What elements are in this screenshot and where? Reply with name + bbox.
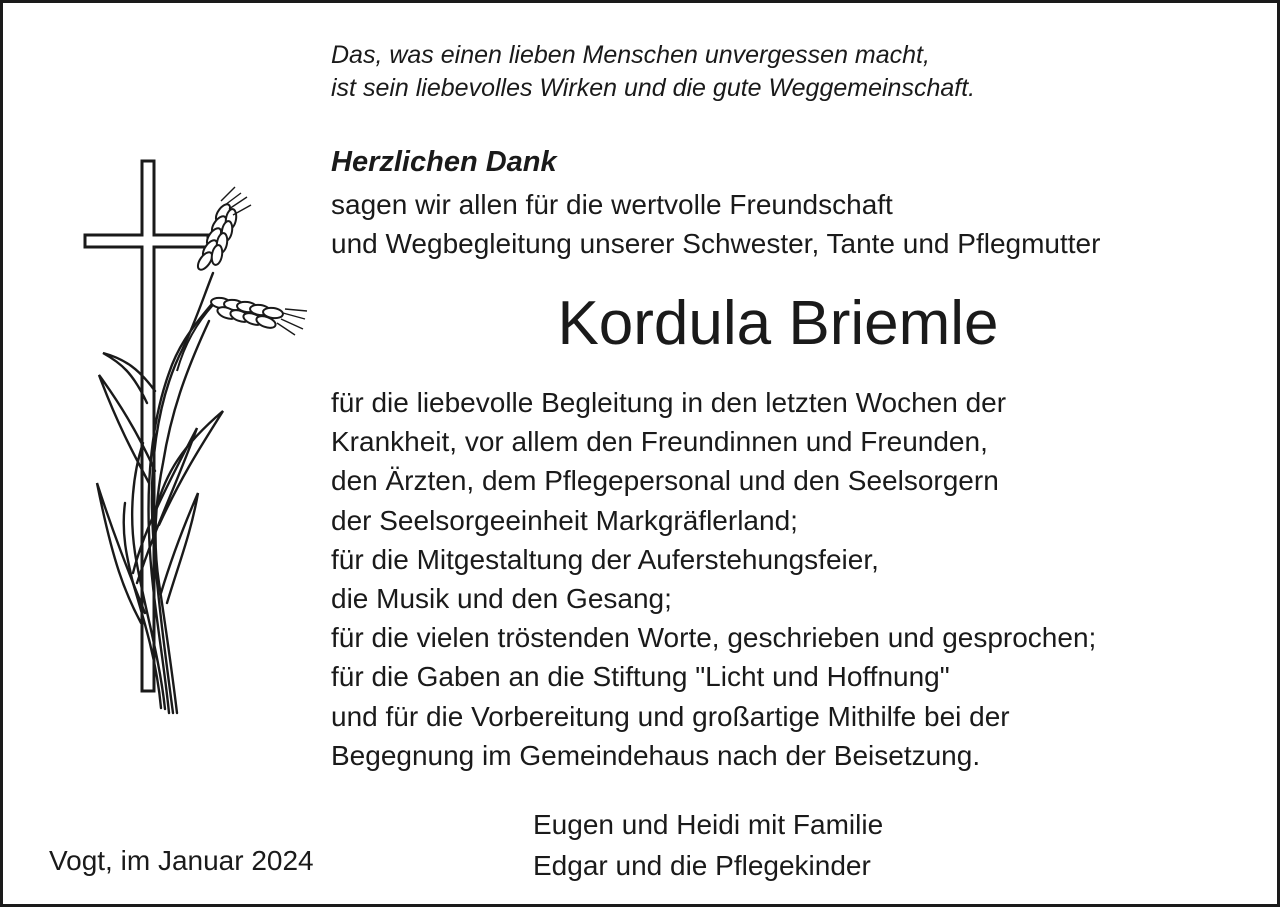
intro-text xyxy=(331,185,1100,263)
thanks-heading: Herzlichen Dank xyxy=(331,146,557,178)
intro-line: sagen wir allen für die wertvolle Freundschaft xyxy=(331,189,893,220)
body-line: für die Mitgestaltung der Auferstehungsfeier, xyxy=(331,543,879,575)
signature-block xyxy=(533,804,883,886)
motto-line: Das, was einen lieben Menschen unvergessen macht, xyxy=(331,41,930,69)
signature-line: Edgar und die Pflegekinder xyxy=(533,850,871,881)
place-date: Vogt, im Januar 2024 xyxy=(49,845,314,876)
body-line: und für die Vorbereitung und großartige Mithilfe bei der xyxy=(331,700,1010,732)
body-line: Begegnung im Gemeindehaus nach der Beisetzung. xyxy=(331,739,981,771)
body-line: der Seelsorgeeinheit Markgräflerland; xyxy=(331,504,798,536)
body-line: Krankheit, vor allem den Freundinnen und Freunden, xyxy=(331,426,988,458)
signature-line: Eugen und Heidi mit Familie xyxy=(533,809,884,840)
body-line: für die liebevolle Begleitung in den letzten Wochen der xyxy=(331,387,1007,418)
cross-with-wheat-icon xyxy=(73,153,323,723)
body-line: für die Gaben an die Stiftung "Licht und Hoffnung" xyxy=(331,661,950,693)
motto-quote xyxy=(331,39,975,105)
body-line: für die vielen tröstenden Worte, geschrieben und gesprochen; xyxy=(331,622,1097,654)
thanks-body xyxy=(331,383,1096,775)
intro-line: und Wegbegleitung unserer Schwester, Tante und Pflegmutter xyxy=(331,228,1101,259)
body-line: den Ärzten, dem Pflegepersonal und den Seelsorgern xyxy=(331,465,999,497)
body-line: die Musik und den Gesang; xyxy=(331,583,672,615)
deceased-name-text: Kordula Briemle xyxy=(557,289,999,358)
motto-line: ist sein liebevolles Wirken und die gute Weggemeinschaft. xyxy=(331,74,976,102)
